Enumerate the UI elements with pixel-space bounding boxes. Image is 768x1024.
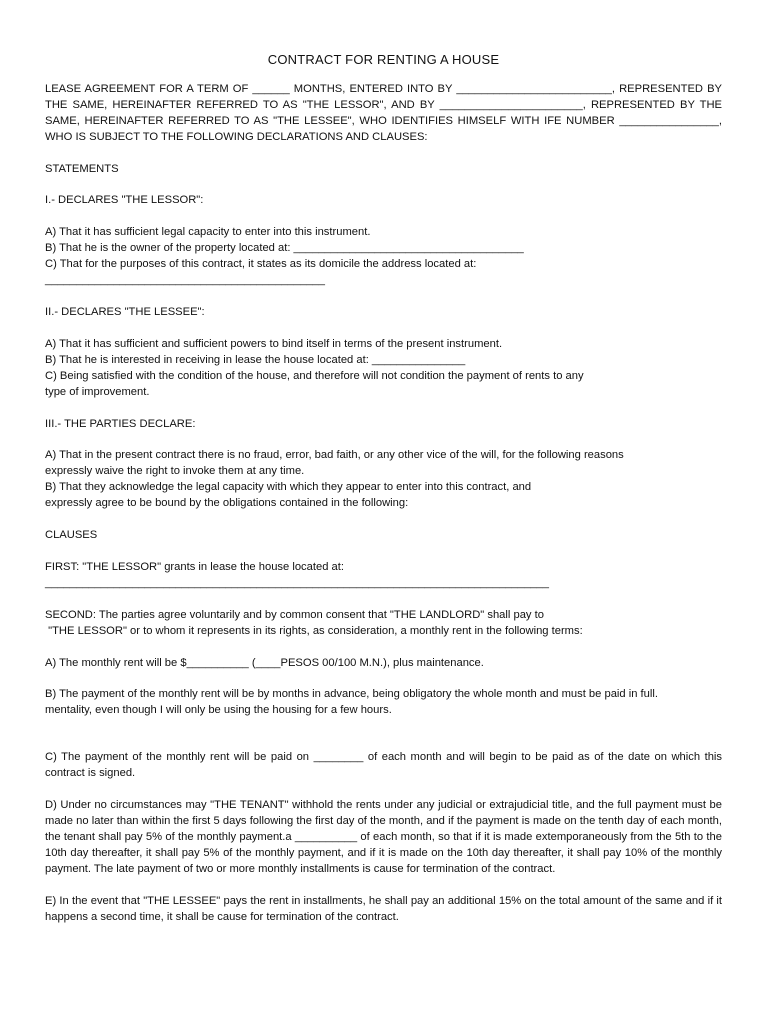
section2-b: B) That he is interested in receiving in lease the house located at: _______________ [45, 353, 466, 366]
clause-b-line2: mentality, even though I will only be using the housing for a few hours. [45, 704, 392, 717]
clause-e: E) In the event that "THE LESSEE" pays the rent in installments, he shall pay an additional 15% on the total amount of the same and if it happens a second time, it shall be cause for termination of the contract. [45, 894, 722, 923]
second-clause-line1: SECOND: The parties agree voluntarily and by common consent that "THE LANDLORD" shall pay to [45, 608, 544, 621]
clauses-heading: CLAUSES [45, 529, 98, 542]
section3-a-line1: A) That in the present contract there is no fraud, error, bad faith, or any other vice of the will, for the following reasons [45, 449, 624, 462]
section3-a-line2: expressly waive the right to invoke them at any time. [45, 465, 305, 478]
second-clause-line2: "THE LESSOR" or to whom it represents in its rights, as consideration, a monthly rent in the following terms: [45, 624, 583, 637]
section3-b-line2: expressly agree to be bound by the obligations contained in the following: [45, 497, 409, 510]
first-clause-blank: _________________________________________________________________________________ [45, 576, 549, 589]
clause-b-line1: B) The payment of the monthly rent will be by months in advance, being obligatory the whole month and must be paid in full. [45, 688, 658, 701]
clause-c: C) The payment of the monthly rent will be paid on ________ of each month and will begin to be paid as of the date on which this contract is signed. [45, 751, 722, 780]
section1-heading: I.- DECLARES "THE LESSOR": [45, 194, 204, 207]
section2-heading: II.- DECLARES "THE LESSEE": [45, 305, 205, 318]
clause-d: D) Under no circumstances may "THE TENANT" withhold the rents under any judicial or extrajudicial title, and the full payment must be made no later than within the first 5 days following the first day of the month, and if the payment is made on the tenth day of each month, the tenant shall pay 5% of the monthly payment.a __________ of each month, so that if it is made extemporaneously from the 5th to the 10th day thereafter, it shall pay 5% of the monthly payment, and if it is made on the 10th day thereafter, it shall pay 10% of the monthly payment. The late payment of two or more monthly installments is cause for termination of the contract. [45, 799, 722, 875]
section3-heading: III.- THE PARTIES DECLARE: [45, 417, 196, 430]
document-title: CONTRACT FOR RENTING A HOUSE [267, 52, 500, 67]
section3-b-line1: B) That they acknowledge the legal capacity with which they appear to enter into this contract, and [45, 481, 532, 494]
section1-c-blank: _____________________________________________ [45, 274, 325, 287]
section2-c-line2: type of improvement. [45, 385, 150, 398]
intro-paragraph: LEASE AGREEMENT FOR A TERM OF ______ MONTHS, ENTERED INTO BY _________________________, REPRESENTED BY THE SAME, HEREINAFTER REFERRED TO AS "THE LESSOR", AND BY _______________________, REPRESENTED BY THE SAME, HEREINAFTER REFERRED TO AS "THE LESSEE", WHO IDENTIFIES HIMSELF WITH IFE NUMBER ________________, WHO IS SUBJECT TO THE FOLLOWING DECLARATIONS AND CLAUSES: [45, 82, 722, 143]
statements-heading: STATEMENTS [45, 162, 119, 175]
section1-b: B) That he is the owner of the property located at: _____________________________________ [45, 242, 524, 255]
section2-a: A) That it has sufficient and sufficient powers to bind itself in terms of the present instrument. [45, 337, 503, 350]
section2-c-line1: C) Being satisfied with the condition of the house, and therefore will not condition the payment of rents to any [45, 369, 584, 382]
first-clause: FIRST: "THE LESSOR" grants in lease the house located at: [45, 560, 344, 573]
section1-c: C) That for the purposes of this contract, it states as its domicile the address located at: [45, 258, 477, 271]
clause-a: A) The monthly rent will be $__________ (____PESOS 00/100 M.N.), plus maintenance. [45, 656, 484, 669]
section1-a: A) That it has sufficient legal capacity to enter into this instrument. [45, 226, 371, 239]
